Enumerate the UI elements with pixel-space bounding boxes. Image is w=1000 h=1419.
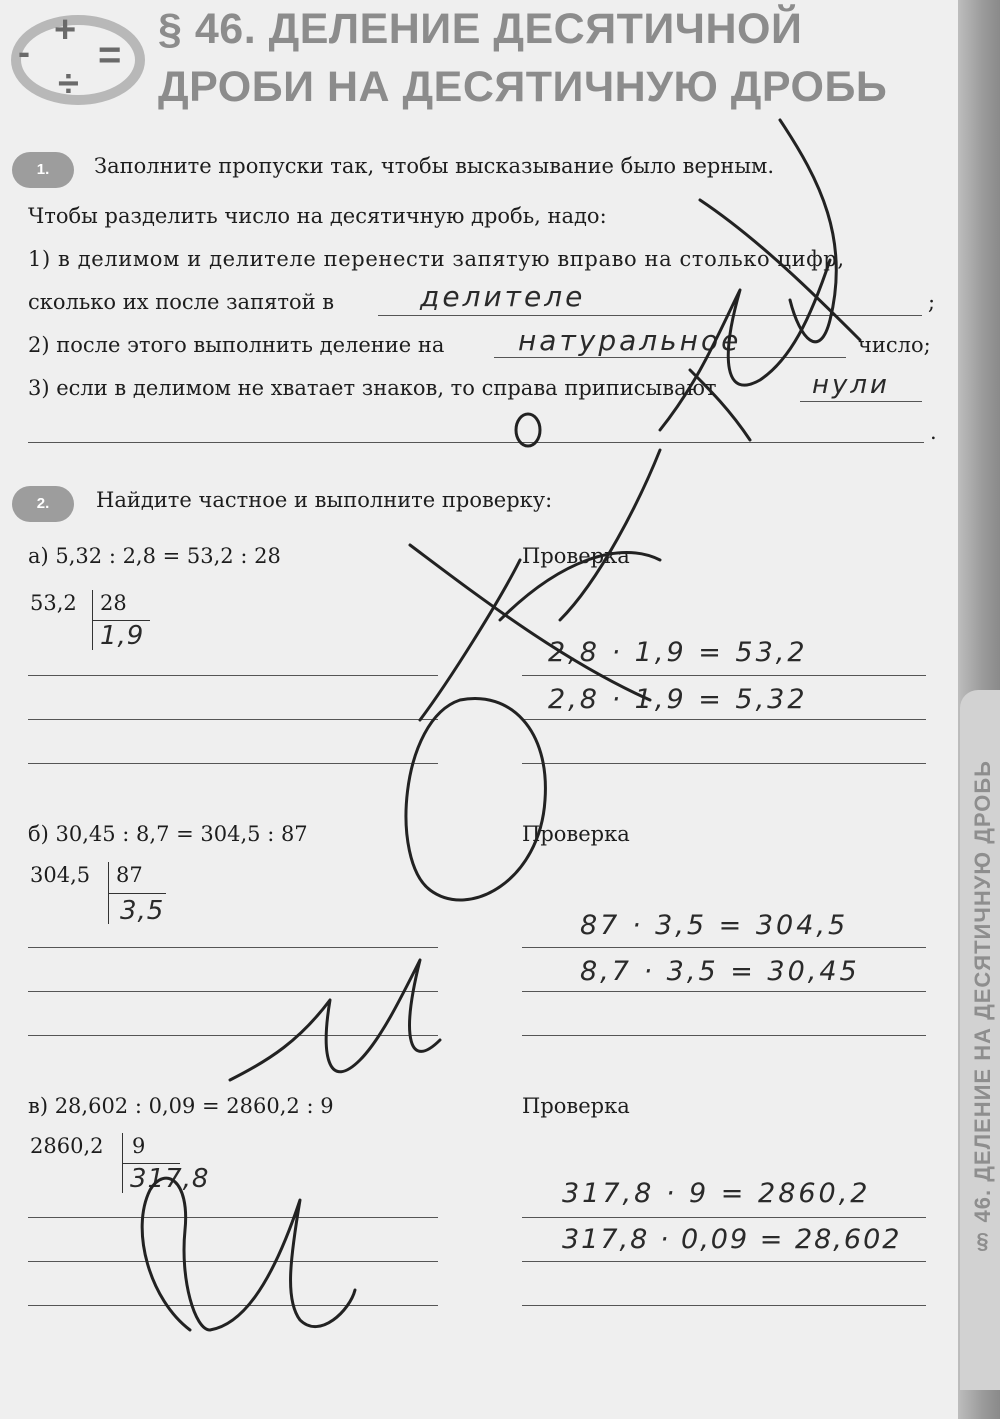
part-b-line-left-2 <box>28 991 438 992</box>
title-line-1: § 46. ДЕЛЕНИЕ ДЕСЯТИЧНОЙ <box>158 5 803 53</box>
task-1-step1-blank[interactable] <box>378 315 922 316</box>
task-1-step3-end: . <box>930 420 937 444</box>
part-a-quotient: 1,9 <box>100 621 145 651</box>
part-c-dividend: 2860,2 <box>30 1134 104 1158</box>
part-a-check-1: 2,8 · 1,9 = 53,2 <box>548 637 808 668</box>
part-b-line-right-1 <box>522 947 926 948</box>
part-c-line-left-2 <box>28 1261 438 1262</box>
side-section-title: § 46. ДЕЛЕНИЕ НА ДЕСЯТИЧНУЮ ДРОБЬ <box>970 760 995 1256</box>
part-c-line-left-3 <box>28 1305 438 1306</box>
part-b-check-2: 8,7 · 3,5 = 30,45 <box>580 956 860 987</box>
part-c-check-1: 317,8 · 9 = 2860,2 <box>562 1178 871 1209</box>
part-b-divisor: 87 <box>116 863 143 887</box>
part-a-line-right-3 <box>522 763 926 764</box>
task-2-badge: 2. <box>12 486 74 522</box>
part-b-line-right-2 <box>522 991 926 992</box>
part-c-check-2: 317,8 · 0,09 = 28,602 <box>562 1224 902 1255</box>
task-1-step3-blank[interactable] <box>800 401 922 402</box>
part-a-line-left-2 <box>28 719 438 720</box>
part-b-quotient: 3,5 <box>120 896 165 926</box>
part-c-check-label: Проверка <box>522 1094 630 1118</box>
task-1-step3-a: 3) если в делимом не хватает знаков, то справа приписывают <box>28 376 717 400</box>
task-2-instruction: Найдите частное и выполните проверку: <box>96 488 553 512</box>
part-a-check-label: Проверка <box>522 544 630 568</box>
part-a-line-right-1 <box>522 675 926 676</box>
part-a-line-left-1 <box>28 675 438 676</box>
part-a-dividend: 53,2 <box>30 591 77 615</box>
part-a-line-left-3 <box>28 763 438 764</box>
page-title <box>158 4 887 112</box>
part-c-divisor: 9 <box>132 1134 146 1158</box>
task-1-step2-blank[interactable] <box>494 357 846 358</box>
part-b-check-label: Проверка <box>522 822 630 846</box>
task-1-step1-b: сколько их после запятой в <box>28 290 335 314</box>
part-a-divisor: 28 <box>100 591 127 615</box>
part-c-quotient: 317,8 <box>130 1164 210 1194</box>
side-strip <box>958 0 1000 1419</box>
svg-text:÷: ÷ <box>58 63 79 105</box>
task-1-instruction: Заполните пропуски так, чтобы высказывание было верным. <box>94 154 775 178</box>
task-1-step2-answer: натуральное <box>518 324 742 357</box>
title-line-2: ДРОБИ НА ДЕСЯТИЧНУЮ ДРОБЬ <box>158 63 888 111</box>
part-c-line-right-3 <box>522 1305 926 1306</box>
task-1-badge: 1. <box>12 152 74 188</box>
part-c-line-right-1 <box>522 1217 926 1218</box>
task-1-step2-a: 2) после этого выполнить деление на <box>28 333 445 357</box>
part-b-label: б) 30,45 : 8,7 = 304,5 : 87 <box>28 822 308 846</box>
task-1-step3-blank-2[interactable] <box>28 442 924 443</box>
svg-text:+: + <box>54 9 77 51</box>
task-1-step1-answer: делителе <box>420 280 586 313</box>
part-a-check-2: 2,8 · 1,9 = 5,32 <box>548 684 808 715</box>
part-c-line-left-1 <box>28 1217 438 1218</box>
task-1-intro: Чтобы разделить число на десятичную дробь, надо: <box>28 204 607 228</box>
part-b-line-right-3 <box>522 1035 926 1036</box>
task-1-step1-end: ; <box>928 290 936 314</box>
part-b-check-1: 87 · 3,5 = 304,5 <box>580 910 849 941</box>
part-a-label: а) 5,32 : 2,8 = 53,2 : 28 <box>28 544 281 568</box>
part-b-line-left-3 <box>28 1035 438 1036</box>
svg-text:-: - <box>18 31 30 72</box>
math-operations-icon <box>10 8 150 108</box>
part-a-line-right-2 <box>522 719 926 720</box>
part-c-label: в) 28,602 : 0,09 = 2860,2 : 9 <box>28 1094 334 1118</box>
svg-text:=: = <box>98 33 122 77</box>
part-c-line-right-2 <box>522 1261 926 1262</box>
part-b-division-line <box>108 893 166 894</box>
task-1-step2-b: число; <box>858 333 931 357</box>
part-b-dividend: 304,5 <box>30 863 91 887</box>
task-1-step3-answer: нули <box>812 370 890 400</box>
part-b-line-left-1 <box>28 947 438 948</box>
task-1-step1-a: 1) в делимом и делителе перенести запятую вправо на столько цифр, <box>28 247 845 271</box>
